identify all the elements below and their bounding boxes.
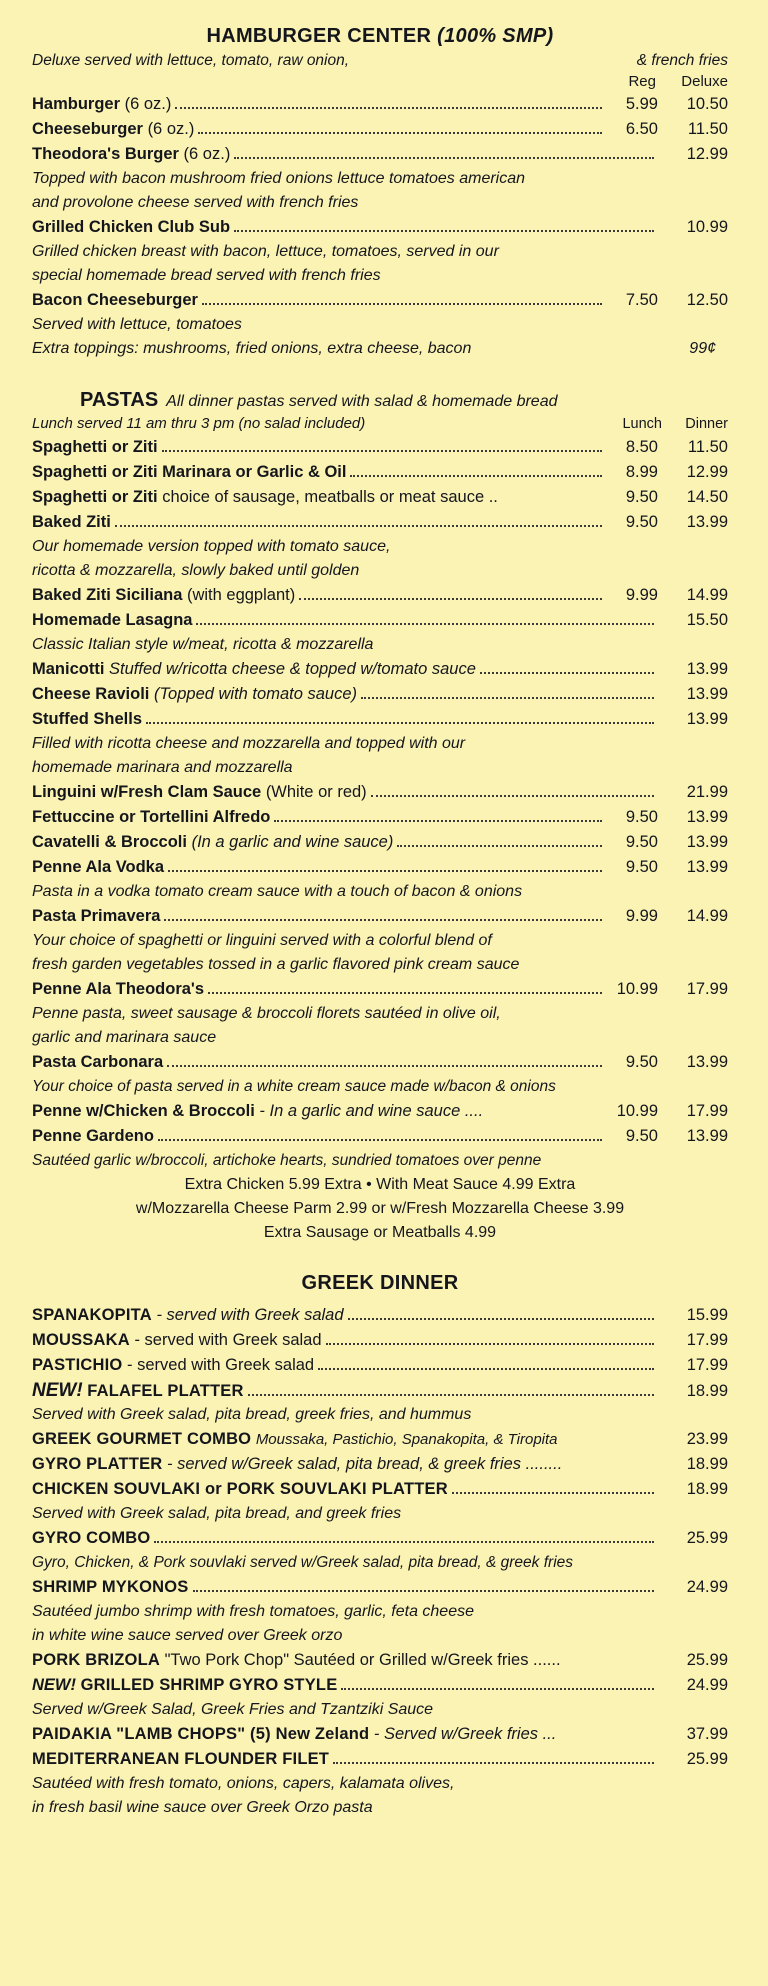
price: 24.99 <box>686 1676 728 1694</box>
menu-item-greek <box>32 1303 728 1328</box>
price-lunch: 8.99 <box>625 463 658 481</box>
item-description: Filled with ricotta cheese and mozzarella and topped with our <box>32 735 466 752</box>
item-extra: (White or red) <box>265 783 367 801</box>
menu-item-greek <box>32 1526 728 1551</box>
item-description: in white wine sauce served over Greek orzo <box>32 1627 343 1644</box>
item-description: Served with Greek salad, pita bread, and greek fries <box>32 1505 402 1522</box>
price: 18.99 <box>686 1455 728 1473</box>
price: 18.99 <box>686 1480 728 1498</box>
section-gap <box>32 1245 728 1269</box>
item-description: Our homemade version topped with tomato sauce, <box>32 538 391 555</box>
item-extra: - served with Greek salad <box>156 1306 344 1324</box>
extra-toppings <box>32 337 728 361</box>
extra-toppings-price: 99¢ <box>689 340 716 357</box>
leader-dots <box>274 820 602 822</box>
leader-dots <box>167 1065 602 1067</box>
item-description: garlic and marinara sauce <box>32 1029 217 1046</box>
item-name: Homemade Lasagna <box>32 611 193 629</box>
pasta-note: All dinner pastas served with salad & homemade bread <box>166 393 558 410</box>
price-dinner: 13.99 <box>686 833 728 851</box>
item-extra: (In a garlic and wine sauce) <box>191 833 394 851</box>
menu-item-greek <box>32 1378 728 1403</box>
item-description: Penne pasta, sweet sausage & broccoli florets sautéed in olive oil, <box>32 1005 501 1022</box>
item-extra: - served with Greek salad <box>134 1331 322 1349</box>
item-description: homemade marinara and mozzarella <box>32 759 293 776</box>
menu-item-pasta <box>32 855 728 880</box>
hamburger-subtitle-right: & french fries <box>636 52 728 69</box>
price-dinner: 12.99 <box>686 463 728 481</box>
item-description: Sautéed jumbo shrimp with fresh tomatoes, garlic, feta cheese <box>32 1603 474 1620</box>
leader-dots <box>348 1318 654 1320</box>
leader-dots <box>208 992 602 994</box>
price-dinner: 17.99 <box>686 1102 728 1120</box>
menu-item-greek <box>32 1648 728 1673</box>
item-description: in fresh basil wine sauce over Greek Orzo pasta <box>32 1799 373 1816</box>
price-dinner: 13.99 <box>686 513 728 531</box>
item-extra: (6 oz.) <box>147 120 195 138</box>
menu-item-pasta <box>32 608 728 633</box>
item-name: Baked Ziti Siciliana <box>32 586 183 604</box>
menu-item-theodoras-burger <box>32 142 728 167</box>
menu-item-pasta <box>32 780 728 805</box>
item-name: Penne w/Chicken & Broccoli <box>32 1102 255 1120</box>
price-dinner: 14.99 <box>686 907 728 925</box>
price: 15.99 <box>686 1306 728 1324</box>
pasta-extras: Extra Chicken 5.99 Extra • With Meat Sauce 4.99 Extra <box>184 1176 576 1193</box>
price-lunch: 9.50 <box>625 858 658 876</box>
leader-dots <box>164 919 602 921</box>
item-extra: - In a garlic and wine sauce .... <box>259 1102 484 1120</box>
leader-dots <box>162 450 602 452</box>
pasta-subheader <box>32 413 728 435</box>
menu-item-cheeseburger <box>32 117 728 142</box>
price: 17.99 <box>686 1356 728 1374</box>
price-lunch: 9.50 <box>625 833 658 851</box>
leader-dots <box>361 697 654 699</box>
item-name: Theodora's Burger <box>32 145 179 163</box>
item-name: MEDITERRANEAN FLOUNDER FILET <box>32 1750 330 1768</box>
price-dinner: 14.99 <box>686 586 728 604</box>
item-name: Spaghetti or Ziti Marinara or Garlic & Oil <box>32 463 347 481</box>
leader-dots <box>202 303 602 305</box>
menu-item-pasta <box>32 485 728 510</box>
leader-dots <box>326 1343 654 1345</box>
price-dinner: 13.99 <box>686 710 728 728</box>
item-name: Cavatelli & Broccoli <box>32 833 187 851</box>
price-dinner: 13.99 <box>686 858 728 876</box>
col-deluxe: Deluxe <box>681 73 728 90</box>
new-tag: NEW! <box>32 1676 76 1694</box>
leader-dots <box>299 598 602 600</box>
price-dinner: 13.99 <box>686 685 728 703</box>
menu-item-greek <box>32 1427 728 1452</box>
price-dinner: 14.50 <box>686 488 728 506</box>
leader-dots <box>154 1541 654 1543</box>
hamburger-title-note: (100% SMP) <box>437 25 554 47</box>
price-dinner: 15.50 <box>686 611 728 629</box>
item-name: Manicotti <box>32 660 105 678</box>
menu-item-pasta <box>32 1050 728 1075</box>
menu-item-pasta <box>32 977 728 1002</box>
section-gap <box>32 361 728 387</box>
menu-item-pasta <box>32 460 728 485</box>
item-extra: (6 oz.) <box>183 145 231 163</box>
price: 25.99 <box>686 1529 728 1547</box>
price-dinner: 13.99 <box>686 808 728 826</box>
leader-dots <box>146 722 654 724</box>
item-description: ricotta & mozzarella, slowly baked until golden <box>32 562 360 579</box>
item-description: and provolone cheese served with french fries <box>32 194 359 211</box>
price-deluxe: 12.99 <box>686 145 728 163</box>
item-extra: - served w/Greek salad, pita bread, & greek fries ........ <box>167 1455 563 1473</box>
item-extra: (Topped with tomato sauce) <box>153 685 357 703</box>
item-name: PORK BRIZOLA <box>32 1651 160 1669</box>
menu-item-greek <box>32 1328 728 1353</box>
col-lunch: Lunch <box>622 416 662 432</box>
menu-item-pasta <box>32 830 728 855</box>
menu-item-pasta <box>32 435 728 460</box>
item-extra: - served with Greek salad <box>127 1356 315 1374</box>
item-description: Sautéed with fresh tomato, onions, capers, kalamata olives, <box>32 1775 455 1792</box>
price-reg: 7.50 <box>625 291 658 309</box>
price: 25.99 <box>686 1651 728 1669</box>
item-name: Spaghetti or Ziti <box>32 488 158 506</box>
item-description: Pasta in a vodka tomato cream sauce with a touch of bacon & onions <box>32 883 523 900</box>
lunch-note: Lunch served 11 am thru 3 pm (no salad included) <box>32 415 366 432</box>
extra-toppings-text: Extra toppings: mushrooms, fried onions, extra cheese, bacon <box>32 340 472 357</box>
menu-item-pasta <box>32 904 728 929</box>
item-description: Served with lettuce, tomatoes <box>32 316 242 333</box>
menu-item-pasta <box>32 1099 728 1124</box>
pasta-title: PASTAS <box>80 389 159 411</box>
menu-item-pasta <box>32 583 728 608</box>
item-name: Penne Gardeno <box>32 1127 154 1145</box>
menu-item-pasta <box>32 657 728 682</box>
item-name: SPANAKOPITA <box>32 1306 152 1324</box>
item-description: Gyro, Chicken, & Pork souvlaki served w/Greek salad, pita bread, & greek fries <box>32 1554 574 1571</box>
price-deluxe: 12.50 <box>686 291 728 309</box>
leader-dots <box>318 1368 654 1370</box>
menu-item-greek <box>32 1477 728 1502</box>
price: 10.99 <box>686 218 728 236</box>
item-extra: - Served w/Greek fries ... <box>373 1725 557 1743</box>
price: 24.99 <box>686 1578 728 1596</box>
hamburger-title: HAMBURGER CENTER <box>206 25 432 47</box>
price-lunch: 9.99 <box>625 586 658 604</box>
price-dinner: 13.99 <box>686 660 728 678</box>
leader-dots <box>248 1394 654 1396</box>
price-lunch: 8.50 <box>625 438 658 456</box>
item-description: Your choice of pasta served in a white cream sauce made w/bacon & onions <box>32 1078 556 1095</box>
col-reg: Reg <box>628 73 656 90</box>
leader-dots <box>193 1590 654 1592</box>
menu-item-greek <box>32 1452 728 1477</box>
menu-item-greek <box>32 1353 728 1378</box>
hamburger-section-title <box>32 22 728 50</box>
price-lunch: 9.50 <box>625 1053 658 1071</box>
menu-item-pasta <box>32 510 728 535</box>
col-dinner: Dinner <box>685 416 728 432</box>
item-name: Spaghetti or Ziti <box>32 438 158 456</box>
leader-dots <box>371 795 654 797</box>
item-name: Fettuccine or Tortellini Alfredo <box>32 808 271 826</box>
menu-item-bacon-cheeseburger <box>32 288 728 313</box>
leader-dots <box>341 1688 654 1690</box>
item-name: GREEK GOURMET COMBO <box>32 1430 252 1448</box>
item-name: PAIDAKIA "LAMB CHOPS" (5) New Zeland <box>32 1725 370 1743</box>
leader-dots <box>175 107 602 109</box>
price-deluxe: 10.50 <box>686 95 728 113</box>
item-name: Linguini w/Fresh Clam Sauce <box>32 783 262 801</box>
item-extra: (with eggplant) <box>186 586 296 604</box>
item-description: Served w/Greek Salad, Greek Fries and Tzantziki Sauce <box>32 1701 434 1718</box>
item-name: Baked Ziti <box>32 513 111 531</box>
menu-item-pasta <box>32 707 728 732</box>
menu-item-hamburger <box>32 92 728 117</box>
item-name: Cheese Ravioli <box>32 685 150 703</box>
item-description: Sautéed garlic w/broccoli, artichoke hearts, sundried tomatoes over penne <box>32 1152 542 1169</box>
price-reg: 5.99 <box>625 95 658 113</box>
price-dinner: 11.50 <box>687 438 728 456</box>
leader-dots <box>158 1139 602 1141</box>
item-description: fresh garden vegetables tossed in a garlic flavored pink cream sauce <box>32 956 520 973</box>
item-extra: (6 oz.) <box>124 95 172 113</box>
price-dinner: 21.99 <box>686 783 728 801</box>
item-extra: choice of sausage, meatballs or meat sauce .. <box>162 488 498 506</box>
menu-item-greek <box>32 1722 728 1747</box>
price-reg: 6.50 <box>625 120 658 138</box>
price: 37.99 <box>686 1725 728 1743</box>
item-name: Penne Ala Vodka <box>32 858 165 876</box>
price-lunch: 9.99 <box>625 907 658 925</box>
item-name: Bacon Cheeseburger <box>32 291 198 309</box>
price-dinner: 17.99 <box>686 980 728 998</box>
new-tag: NEW! <box>32 1380 83 1401</box>
item-name: SHRIMP MYKONOS <box>32 1578 189 1596</box>
greek-section-title: GREEK DINNER <box>301 1272 459 1294</box>
price-dinner: 13.99 <box>686 1127 728 1145</box>
menu-item-pasta <box>32 805 728 830</box>
menu-item-pasta <box>32 682 728 707</box>
hamburger-subtitle-line <box>32 50 728 72</box>
pasta-extras: w/Mozzarella Cheese Parm 2.99 or w/Fresh Mozzarella Cheese 3.99 <box>135 1200 625 1217</box>
item-name: Stuffed Shells <box>32 710 143 728</box>
leader-dots <box>350 475 602 477</box>
item-name: GYRO PLATTER <box>32 1455 163 1473</box>
item-name: Grilled Chicken Club Sub <box>32 218 231 236</box>
item-name: CHICKEN SOUVLAKI or PORK SOUVLAKI PLATTER <box>32 1480 448 1498</box>
leader-dots <box>168 870 602 872</box>
hamburger-subtitle: Deluxe served with lettuce, tomato, raw onion, <box>32 52 350 69</box>
menu-item-greek <box>32 1575 728 1600</box>
item-extra: Moussaka, Pastichio, Spanakopita, & Tiropita <box>255 1431 558 1448</box>
item-description: Your choice of spaghetti or linguini served with a colorful blend of <box>32 932 492 949</box>
leader-dots <box>234 157 654 159</box>
price-lunch: 9.50 <box>625 513 658 531</box>
item-description: special homemade bread served with french fries <box>32 267 381 284</box>
price-lunch: 9.50 <box>625 808 658 826</box>
price-deluxe: 11.50 <box>687 120 728 138</box>
item-name: FALAFEL PLATTER <box>87 1382 244 1400</box>
leader-dots <box>198 132 602 134</box>
leader-dots <box>397 845 602 847</box>
price-lunch: 9.50 <box>625 488 658 506</box>
item-name: Penne Ala Theodora's <box>32 980 205 998</box>
item-extra: Stuffed w/ricotta cheese & topped w/tomato sauce <box>109 660 476 678</box>
price-lunch: 10.99 <box>616 980 658 998</box>
menu-item-greek <box>32 1673 728 1698</box>
price-dinner: 13.99 <box>686 1053 728 1071</box>
item-extra: "Two Pork Chop" Sautéed or Grilled w/Greek fries ...... <box>164 1651 561 1669</box>
menu-item-club-sub <box>32 215 728 240</box>
item-name: Pasta Primavera <box>32 907 161 925</box>
leader-dots <box>333 1762 654 1764</box>
item-name: GYRO COMBO <box>32 1529 151 1547</box>
menu-item-greek <box>32 1747 728 1772</box>
item-name: Hamburger <box>32 95 121 113</box>
price: 25.99 <box>686 1750 728 1768</box>
leader-dots <box>196 623 654 625</box>
price: 18.99 <box>686 1382 728 1400</box>
item-description: Classic Italian style w/meat, ricotta & mozzarella <box>32 636 374 653</box>
leader-dots <box>115 525 602 527</box>
item-description: Served with Greek salad, pita bread, greek fries, and hummus <box>32 1406 472 1423</box>
hamburger-column-headers <box>32 72 728 92</box>
leader-dots <box>234 230 654 232</box>
pasta-section-title <box>80 387 728 413</box>
item-name: PASTICHIO <box>32 1356 123 1374</box>
price: 23.99 <box>686 1430 728 1448</box>
price-lunch: 9.50 <box>625 1127 658 1145</box>
item-name: MOUSSAKA <box>32 1331 130 1349</box>
menu-item-pasta <box>32 1124 728 1149</box>
pasta-extras: Extra Sausage or Meatballs 4.99 <box>263 1224 497 1241</box>
item-name: Cheeseburger <box>32 120 143 138</box>
item-name: GRILLED SHRIMP GYRO STYLE <box>80 1676 338 1694</box>
price: 17.99 <box>686 1331 728 1349</box>
leader-dots <box>452 1492 654 1494</box>
item-description: Grilled chicken breast with bacon, lettuce, tomatoes, served in our <box>32 243 499 260</box>
item-description: Topped with bacon mushroom fried onions lettuce tomatoes american <box>32 170 526 187</box>
leader-dots <box>480 672 654 674</box>
price-lunch: 10.99 <box>616 1102 658 1120</box>
item-name: Pasta Carbonara <box>32 1053 164 1071</box>
